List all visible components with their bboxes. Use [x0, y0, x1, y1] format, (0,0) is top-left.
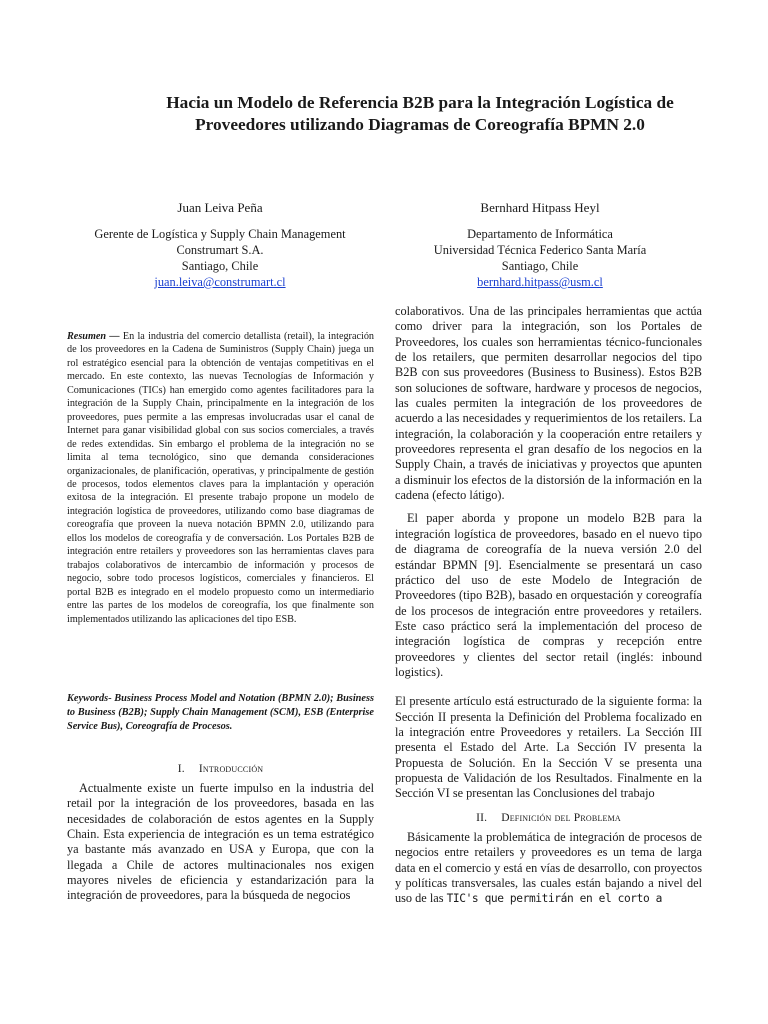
author-organization: Construmart S.A. — [176, 243, 264, 257]
author-location: Santiago, Chile — [501, 259, 579, 273]
section-heading-definicion — [395, 812, 702, 824]
paragraph — [395, 830, 702, 907]
author-block-1 — [65, 200, 375, 290]
title-line-1: Hacia un Modelo de Referencia B2B para la Integración Logística de — [166, 93, 674, 112]
author-location: Santiago, Chile — [181, 259, 259, 273]
title-line-2: Proveedores utilizando Diagramas de Coreografía BPMN 2.0 — [195, 115, 645, 134]
section-number: II. — [476, 812, 488, 824]
section-heading-introduccion — [67, 763, 374, 775]
author-email-link[interactable]: bernhard.hitpass@usm.cl — [477, 275, 603, 289]
problem-definition-body — [395, 830, 702, 915]
author-email-link[interactable]: juan.leiva@construmart.cl — [154, 275, 286, 289]
introduction-body — [67, 781, 374, 912]
abstract-label: Resumen — — [67, 331, 120, 342]
abstract-text: En la industria del comercio detallista (retail), la integración de los proveedores en la Cadena de Suministros (Supply Chain) juega un rol estratégico esencial para la obtención de ventajas competitivas en el mercado. En este contexto, las nuevas Tecnologías de Información y Comunicaciones (TICs) han emergido como agentes facilitadores para la integración de la Supply Chain, principalmente en la integración de los proveedores, pues permite a las empresas involucradas usar el canal de Internet para ganar visibilidad global con sus socios comerciales, a través de redes extendidas. Sin embargo el problema de la integración no se limita al tema tecnológico, sino que demanda consideraciones organizacionales, de planificación, operativas, y principalmente de gestión de procesos, todos elementos claves para la implantación y operación exitosa de la integración. El presente trabajo propone un modelo de integración logística de proveedores, utilizando como base diagramas de coreografía que proveen la nueva notación BPMN 2.0, utilizando para ellos los modelos de coreografía y de conversación. Los Portales B2B de integración entre retailers y proveedores son las herramientas claves para trabajos colaborativos de intercambio de información y procesos de negocio, sobre todo procesos logísticos, comerciales y financieros. El portal B2B es integrado en el modelo propuesto como un intermediario entre las partes de los modelos de coreografía, los que finalmente son implementados utilizando las aplicaciones del tipo ESB. — [67, 331, 375, 625]
author-name: Juan Leiva Peña — [177, 200, 263, 215]
right-column-body — [395, 304, 702, 810]
paragraph-tail: TIC's que permitirán en el corto a — [446, 892, 662, 906]
section-title: Introducción — [198, 763, 264, 775]
keywords: Keywords- Business Process Model and Notation (BPMN 2.0); Business to Business (B2B); Supply Chain Management (SCM), ESB (Enterprise Service Bus), Coreografía de Procesos. — [67, 693, 374, 732]
author-position: Departamento de Informática — [467, 227, 613, 241]
paragraph: El paper aborda y propone un modelo B2B para la integración logística de proveedores, basado en el nuevo tipo de diagrama de coreografía de la nueva versión 2.0 del estándar BPMN [9]. Esencialmente se presentará un caso práctico del uso de este Modelo de Integración de Proveedores (tipo B2B), basado en orquestación y coreografía de los procesos de integración entre proveedores y retailers. Este caso práctico será la implementación del proceso de integración logística de compras y recepción entre proveedores y clientes del sector retail (inglés: inbound logistics). — [395, 511, 702, 679]
author-organization: Universidad Técnica Federico Santa María — [433, 243, 647, 257]
paragraph: Actualmente existe un fuerte impulso en la industria del retail por la integración de los proveedores, basada en las necesidades de colaboración de estos agentes en la Supply Chain. Esta experiencia de integración es un tema estratégico ya bastante más avanzado en USA y Europa, que con la llegada a Chile de actores multinacionales nos exigen mayores niveles de eficiencia y estandarización para la integración de proveedores, para la búsqueda de negocios — [67, 781, 374, 903]
section-title: Definición del Problema — [501, 812, 621, 824]
author-name: Bernhard Hitpass Heyl — [480, 200, 600, 215]
paper-title — [110, 92, 730, 136]
section-number: I. — [177, 763, 185, 775]
paragraph: El presente artículo está estructurado de la siguiente forma: la Sección II presenta la Definición del Problema focalizado en la integración entre Proveedores y retailers. La Sección III presenta el Estado del Arte. La Sección IV presenta la Propuesta de Solución. En la Sección V se presenta una propuesta de Validación de los Resultados. Finalmente en la Sección VI se presentan las Conclusiones del trabajo — [395, 694, 702, 801]
abstract — [67, 330, 374, 626]
author-position: Gerente de Logística y Supply Chain Management — [94, 227, 346, 241]
paragraph-text: Básicamente la problemática de integración de procesos de negocios entre retailers y proveedores es un tema de larga data en el comercio y está en vías de desarrollo, con proyectos y políticas transversales, las cuales están bajando a nivel del uso de las — [395, 830, 702, 906]
author-block-2 — [385, 200, 695, 290]
paragraph: colaborativos. Una de las principales herramientas que actúa como driver para la integración, son los Portales de Proveedores, los cuales son herramientas técnico-funcionales de los retailers, que permiten desarrollar negocios del tipo B2B con sus proveedores (Business to Business). Estos B2B son soluciones de software, hardware y procesos de negocios, las cuales permiten la integración de los proveedores de acuerdo a las necesidades y requerimientos de los retailers. La integración, la colaboración y la cooperación entre retailers y proveedores representa el gran desafío de los negocios en la Supply Chain, a través de iniciativas y proyectos que apunten a disminuir los efectos de la distorsión de la información en la cadena (efecto látigo). — [395, 304, 702, 503]
